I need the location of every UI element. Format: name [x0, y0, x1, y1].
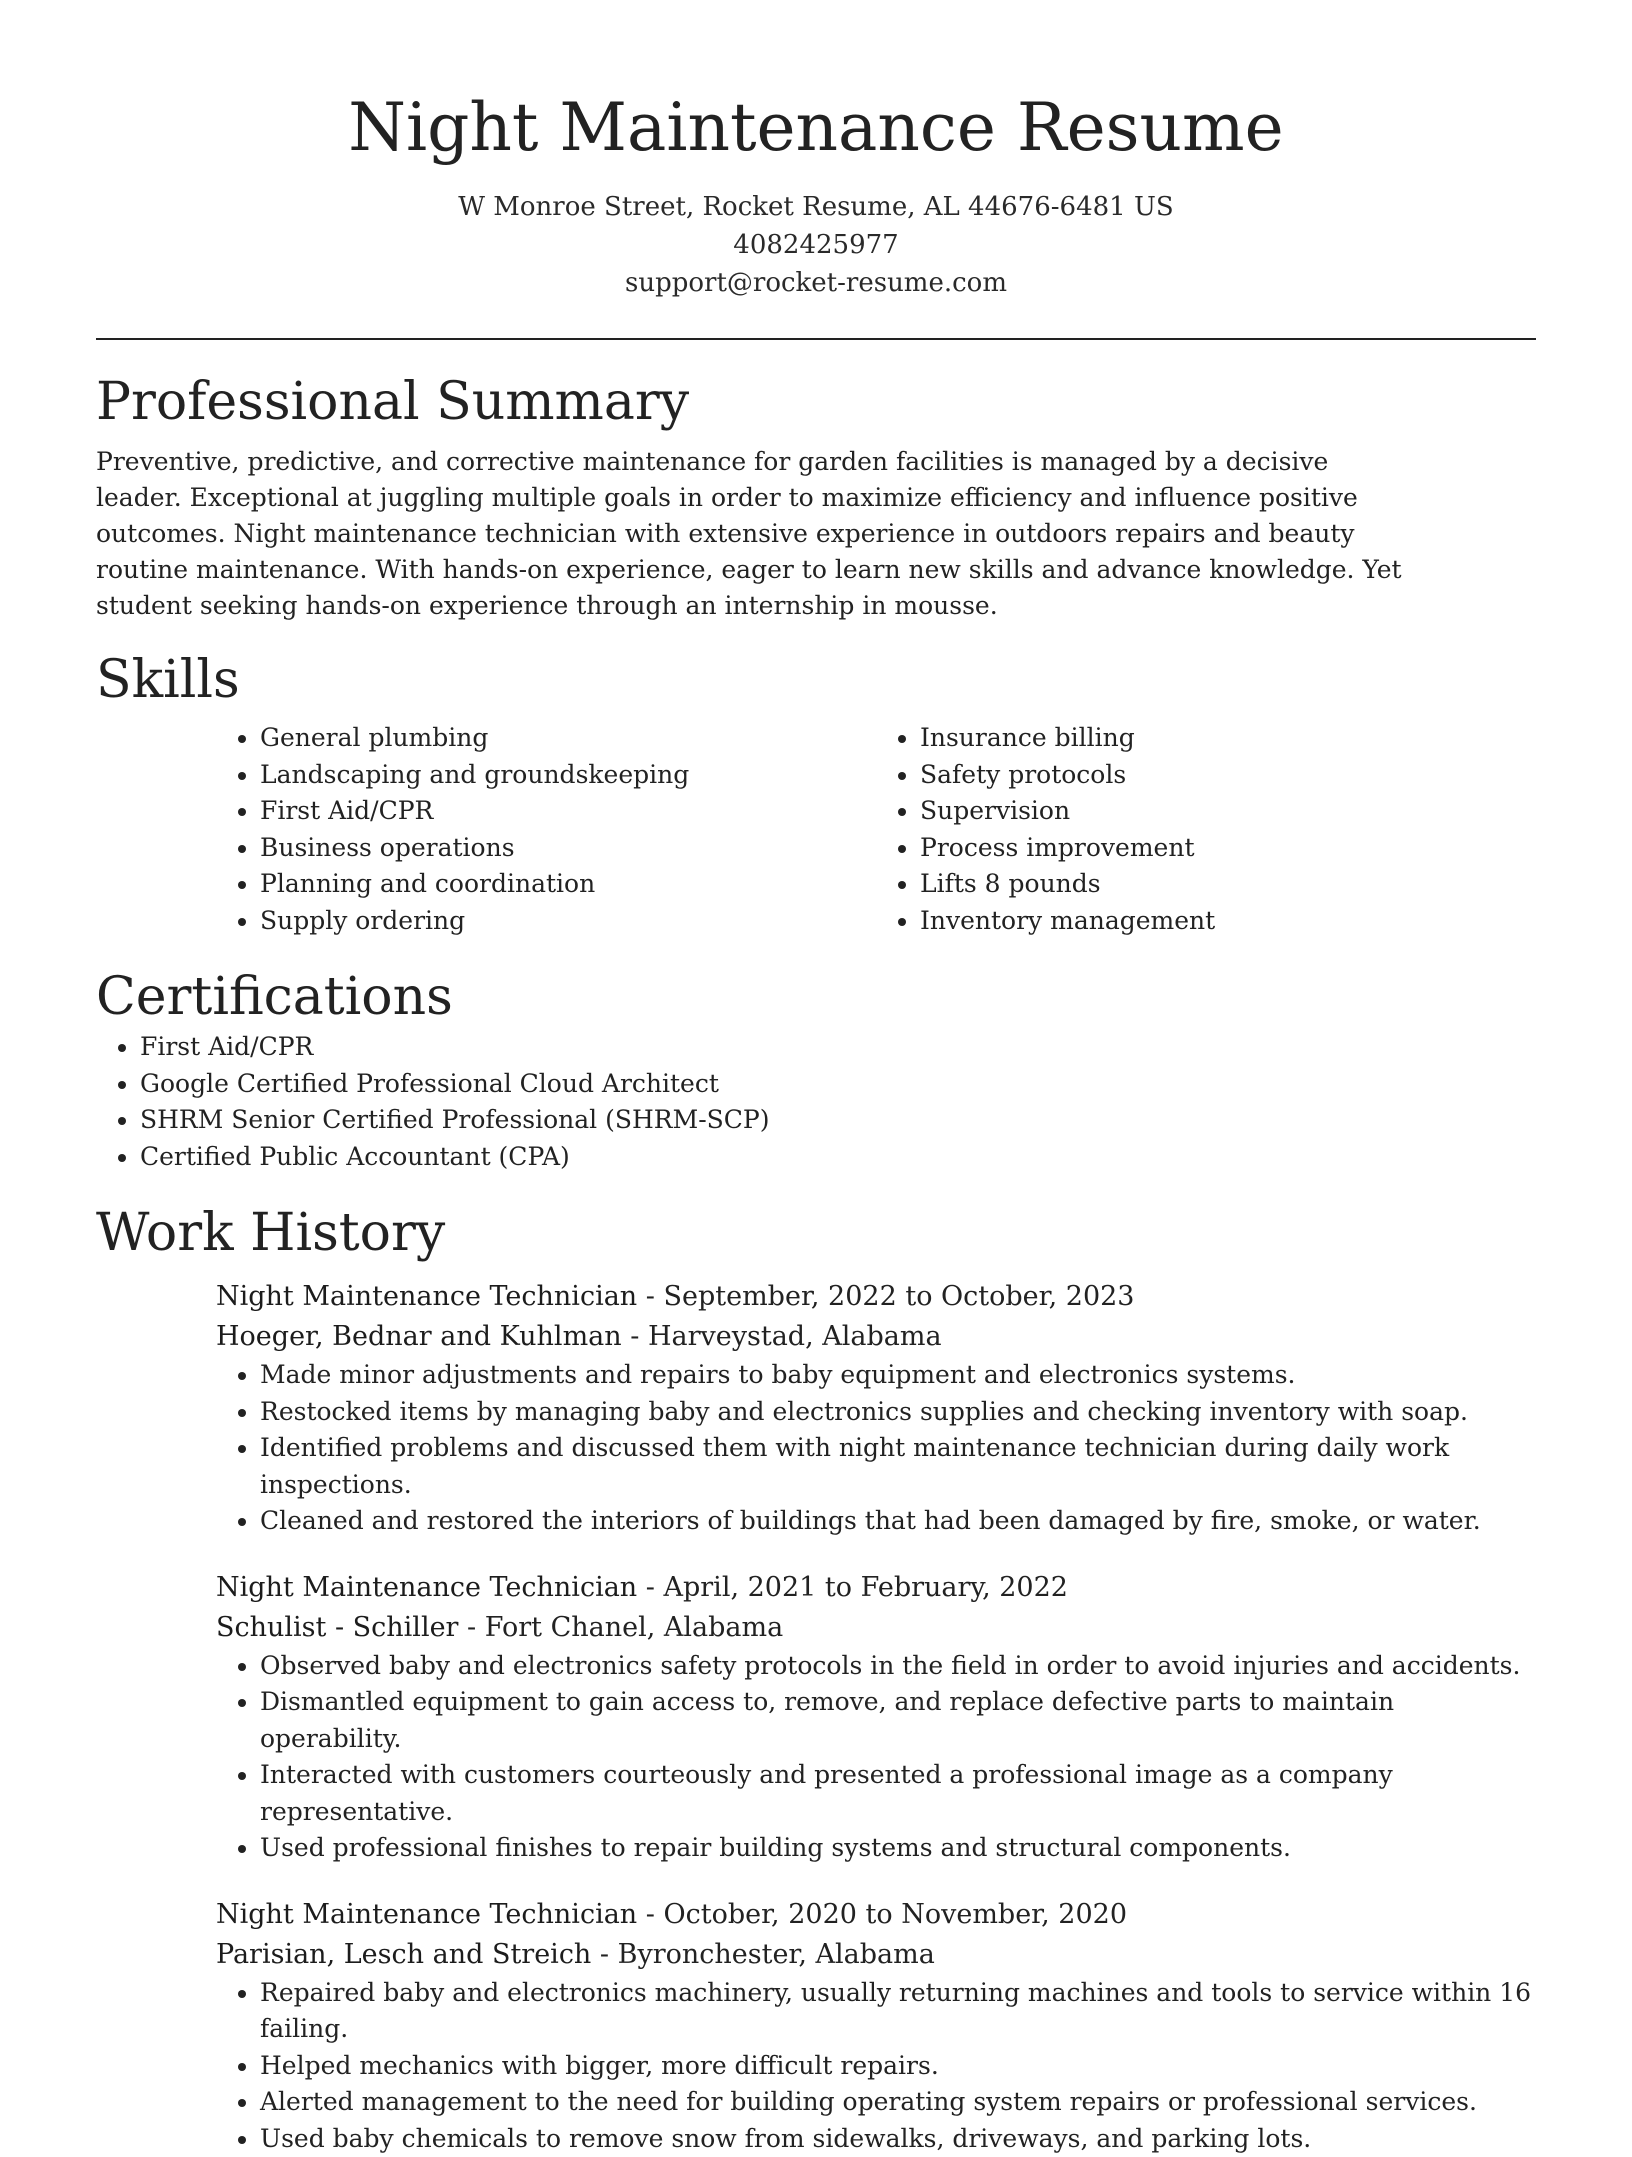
certifications-list	[96, 1029, 1536, 1175]
job-bullet: • Identified problems and discussed them with night maintenance technician during daily work inspections.	[260, 1430, 1536, 1503]
job-location: - Harveystad, Alabama	[622, 1321, 942, 1352]
job-bullet: • Used professional finishes to repair building systems and structural components.	[260, 1830, 1536, 1867]
job-title-line	[216, 1568, 1536, 1608]
job-company-line	[216, 1608, 1536, 1648]
job-bullet: • Restocked items by managing baby and electronics supplies and checking inventory with soap.	[260, 1394, 1536, 1431]
certifications-section	[96, 965, 1536, 1175]
job-company: Parisian, Lesch and Streich	[216, 1939, 591, 1970]
work-history-section	[96, 1201, 1536, 2157]
job-role: Night Maintenance Technician	[216, 1281, 637, 1312]
skill-item: • Lifts 8 pounds	[920, 866, 1536, 903]
skill-item: • Insurance billing	[920, 720, 1536, 757]
contact-phone: 4082425977	[96, 226, 1536, 264]
skill-item: • General plumbing	[260, 720, 876, 757]
skills-list-right	[876, 720, 1536, 939]
certification-item: • First Aid/CPR	[140, 1029, 1536, 1066]
skill-item: • Landscaping and groundskeeping	[260, 757, 876, 794]
contact-address: W Monroe Street, Rocket Resume, AL 44676-6481 US	[96, 188, 1536, 226]
summary-heading: Professional Summary	[96, 370, 1536, 434]
certification-item: • Certified Public Accountant (CPA)	[140, 1139, 1536, 1176]
job-company-line	[216, 1317, 1536, 1357]
job-company-line	[216, 1935, 1536, 1975]
job-location: - Fort Chanel, Alabama	[458, 1612, 783, 1643]
certification-item: • SHRM Senior Certified Professional (SHRM-SCP)	[140, 1102, 1536, 1139]
skill-item: • Business operations	[260, 830, 876, 867]
contact-email: support@rocket-resume.com	[96, 264, 1536, 302]
job-dates: - April, 2021 to February, 2022	[637, 1572, 1068, 1603]
job-bullet: • Alerted management to the need for building operating system repairs or professional services.	[260, 2084, 1536, 2121]
skills-section	[96, 648, 1536, 939]
resume-title: Night Maintenance Resume	[96, 80, 1536, 176]
job-dates: - September, 2022 to October, 2023	[637, 1281, 1134, 1312]
job-title-line	[216, 1895, 1536, 1935]
job-bullet: • Interacted with customers courteously and presented a professional image as a company representative.	[260, 1757, 1536, 1830]
job-bullets	[216, 1648, 1536, 1867]
certification-item: • Google Certified Professional Cloud Architect	[140, 1066, 1536, 1103]
job-entry	[216, 1277, 1536, 1540]
job-bullet: • Cleaned and restored the interiors of buildings that had been damaged by fire, smoke, or water.	[260, 1503, 1536, 1540]
job-title-line	[216, 1277, 1536, 1317]
skills-grid	[216, 720, 1536, 939]
job-company: Schulist - Schiller	[216, 1612, 458, 1643]
job-entry	[216, 1568, 1536, 1867]
resume-page	[96, 0, 1536, 2157]
skill-item: • First Aid/CPR	[260, 793, 876, 830]
job-role: Night Maintenance Technician	[216, 1572, 637, 1603]
job-entry	[216, 1895, 1536, 2157]
job-location: - Byronchester, Alabama	[591, 1939, 935, 1970]
job-bullets	[216, 1975, 1536, 2157]
job-bullet: • Made minor adjustments and repairs to baby equipment and electronics systems.	[260, 1357, 1536, 1394]
job-dates: - October, 2020 to November, 2020	[637, 1899, 1127, 1930]
job-bullet: • Used baby chemicals to remove snow from sidewalks, driveways, and parking lots.	[260, 2121, 1536, 2157]
job-bullet: • Helped mechanics with bigger, more difficult repairs.	[260, 2048, 1536, 2085]
summary-section	[96, 370, 1536, 624]
skill-item: • Process improvement	[920, 830, 1536, 867]
skills-heading: Skills	[96, 648, 1536, 712]
summary-text: Preventive, predictive, and corrective maintenance for garden facilities is managed by a decisive leader. Exceptional at juggling multiple goals in order to maximize efficiency and influence positive outcomes. Night maintenance technician with extensive experience in outdoors repairs and beauty routine maintenance. With hands-on experience, eager to learn new skills and advance knowledge. Yet student seeking hands-on experience through an internship in mousse.	[96, 444, 1416, 624]
skills-list-left	[216, 720, 876, 939]
skill-item: • Safety protocols	[920, 757, 1536, 794]
work-history-heading: Work History	[96, 1201, 1536, 1265]
job-bullet: • Observed baby and electronics safety protocols in the field in order to avoid injuries and accidents.	[260, 1648, 1536, 1685]
job-company: Hoeger, Bednar and Kuhlman	[216, 1321, 622, 1352]
job-bullet: • Dismantled equipment to gain access to, remove, and replace defective parts to maintain operability.	[260, 1684, 1536, 1757]
skill-item: • Supply ordering	[260, 903, 876, 940]
job-role: Night Maintenance Technician	[216, 1899, 637, 1930]
skill-item: • Inventory management	[920, 903, 1536, 940]
certifications-heading: Certifications	[96, 965, 1536, 1029]
resume-header	[96, 80, 1536, 302]
skill-item: • Supervision	[920, 793, 1536, 830]
skill-item: • Planning and coordination	[260, 866, 876, 903]
job-bullet: • Repaired baby and electronics machinery, usually returning machines and tools to service within 16 failing.	[260, 1975, 1536, 2048]
job-bullets	[216, 1357, 1536, 1540]
header-divider	[96, 338, 1536, 340]
